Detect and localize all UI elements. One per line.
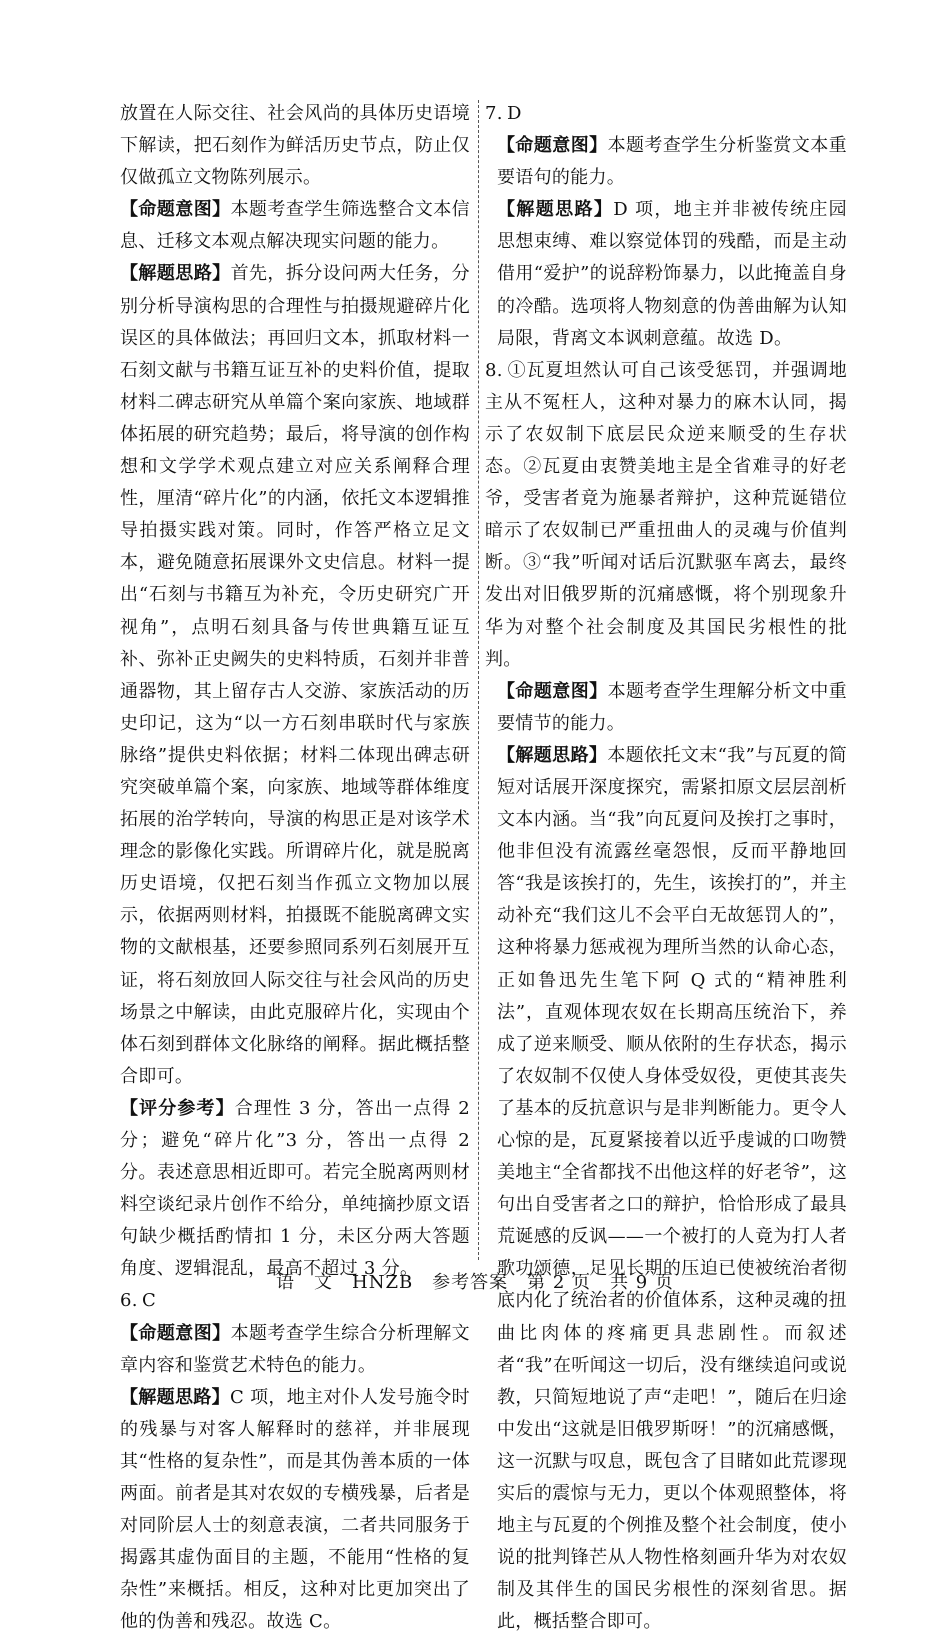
q6-approach: [120, 1382, 470, 1639]
score-text: 合理性 3 分，答出一点得 2 分；避免“碎片化”3 分，答出一点得 2 分。表述意思相近即可。若完全脱离两则材料空谈纪录片创作不给分，单纯摘抄原文语句缺少概括酌情扣 1 分，未区分两大答题角度、逻辑混乱，最高不超过 3 分。: [120, 1097, 470, 1280]
intent-text: 本题考查学生理解分析文中重要情节的能力。: [497, 680, 847, 734]
q8-text: ①瓦夏坦然认可自己该受惩罚，并强调地主从不冤枉人，这种对暴力的麻木认同，揭示了农奴制下底层民众逆来顺受的生存状态。②瓦夏由衷赞美地主是全省难寻的好老爷，受害者竟为施暴者辩护，这种荒诞错位暗示了农奴制已严重扭曲人的灵魂与价值判断。③“我”听闻对话后沉默驱车离去，最终发出对旧俄罗斯的沉痛感慨，将个别现象升华为对整个社会制度及其国民劣根性的批判。: [485, 359, 847, 670]
q8-approach: [485, 740, 847, 1639]
q6-number: 6.: [120, 1290, 138, 1312]
q6-choice: C: [142, 1290, 157, 1312]
approach-label: 【解题思路】: [120, 1386, 230, 1408]
left-column: [120, 98, 470, 1639]
approach-text: D 项，地主并非被传统庄园思想束缚、难以察觉体罚的残酷，而是主动借用“爱护”的说辞粉饰暴力，以此掩盖自身的冷酷。选项将人物刻意的伪善曲解为认知局限，背离文本讽刺意蕴。故选 D。: [497, 199, 847, 349]
q6-intent: [120, 1318, 470, 1382]
approach-label: 【解题思路】: [497, 199, 614, 221]
q7-approach: [485, 194, 847, 354]
score-label: 【评分参考】: [120, 1097, 235, 1119]
intent-label: 【命题意图】: [120, 199, 231, 221]
approach-text: 本题依托文末“我”与瓦夏的简短对话展开深度探究，需紧扣原文层层剖析文本内涵。当“我”向瓦夏问及挨打之事时，他非但没有流露丝毫怨恨，反而平静地回答“我是该挨打的，先生，该挨打的”，并主动补充“我们这儿不会平白无故惩罚人的”，这种将暴力惩戒视为理所当然的认命心态，正如鲁迅先生笔下阿 Q 式的“精神胜利法”，直观体现农奴在长期高压统治下，养成了逆来顺受、顺从依附的生存状态，揭示了农奴制不仅使人身体受奴役，更使其丧失了基本的反抗意识与是非判断能力。更令人心惊的是，瓦夏紧接着以近乎虔诚的口吻赞美地主“全省都找不出他这样的好老爷”，这句出自受害者之口的辩护，恰恰形成了最具荒诞感的反讽——一个被打的人竟为打人者歌功颂德，足见长期的压迫已使被统治者彻底内化了统治者的价值体系，这种灵魂的扭曲比肉体的疼痛更具悲剧性。而叙述者“我”在听闻这一切后，没有继续追问或说教，只简短地说了声“走吧！”，随后在归途中发出“这就是旧俄罗斯呀！”的沉痛感慨，这一沉默与叹息，既包含了目睹如此荒谬现实后的震惊与无力，更以个体观照整体，将地主与瓦夏的个例推及整个社会制度，使小说的批判锋芒从人物性格刻画升华为对农奴制及其伴生的国民劣根性的深刻省思。据此，概括整合即可。: [497, 744, 847, 1633]
approach-text: C 项，地主对仆人发号施令时的残暴与对客人解释时的慈祥，并非展现其“性格的复杂性”，而是其伪善本质的一体两面。前者是其对农奴的专横残暴，后者是对同阶层人士的刻意表演，二者共同服务于揭露其虚伪面目的主题，不能用“性格的复杂性”来概括。相反，这种对比更加突出了他的伪善和残忍。故选 C。: [120, 1386, 470, 1633]
page-footer: 语 文 HNZB 参考答案 第 2 页 共 9 页: [276, 1272, 674, 1293]
q8-intent: [485, 676, 847, 740]
approach-text: 首先，拆分设问两大任务，分别分析导演构思的合理性与拍摄规避碎片化误区的具体做法；再回归文本，抓取材料一石刻文献与书籍互证互补的史料价值，提取材料二碑志研究从单篇个案向家族、地域群体拓展的研究趋势；最后，将导演的创作构想和文学学术观点建立对应关系阐释合理性，厘清“碎片化”的内涵，依托文本逻辑推导拍摄实践对策。同时，作答严格立足文本，避免随意拓展课外文史信息。材料一提出“石刻与书籍互为补充，令历史研究广开视角”，点明石刻具备与传世典籍互证互补、弥补正史阙失的史料特质，石刻并非普通器物，其上留存古人交游、家族活动的历史印记，这为“以一方石刻串联时代与家族脉络”提供史料依据；材料二体现出碑志研究突破单篇个案，向家族、地域等群体维度拓展的治学转向，导演的构思正是对该学术理念的影像化实践。所谓碎片化，就是脱离历史语境，仅把石刻当作孤立文物加以展示，依据两则材料，拍摄既不能脱离碑文实物的文献根基，还要参照同系列石刻展开互证，将石刻放回人际交往与社会风尚的历史场景之中解读，由此克服碎片化，实现由个体石刻到群体文化脉络的阐释。据此概括整合即可。: [120, 263, 470, 1087]
q5-score: [120, 1093, 470, 1286]
q8-answer: [485, 355, 847, 676]
intent-label: 【命题意图】: [497, 135, 608, 157]
intent-text: 本题考查学生综合分析理解文章内容和鉴赏艺术特色的能力。: [120, 1322, 470, 1376]
intent-label: 【命题意图】: [497, 680, 608, 702]
q7-number: 7.: [485, 103, 503, 124]
q7-answer: [485, 98, 847, 130]
intent-text: 本题考查学生筛选整合文本信息、迁移文本观点解决现实问题的能力。: [120, 199, 470, 253]
intent-text: 本题考查学生分析鉴赏文本重要语句的能力。: [497, 135, 847, 189]
q7-choice: D: [507, 103, 522, 124]
approach-label: 【解题思路】: [497, 744, 608, 766]
column-divider: [478, 100, 479, 1260]
intent-label: 【命题意图】: [120, 1322, 231, 1344]
q8-number: 8.: [485, 359, 503, 381]
right-column: [485, 98, 847, 1639]
q5-continued-text: 放置在人际交往、社会风尚的具体历史语境下解读，把石刻作为鲜活历史节点，防止仅仅做孤立文物陈列展示。: [120, 103, 470, 189]
approach-label: 【解题思路】: [120, 263, 231, 285]
q7-intent: [485, 130, 847, 194]
q5-approach: [120, 258, 470, 1092]
q5-intent: [120, 194, 470, 258]
